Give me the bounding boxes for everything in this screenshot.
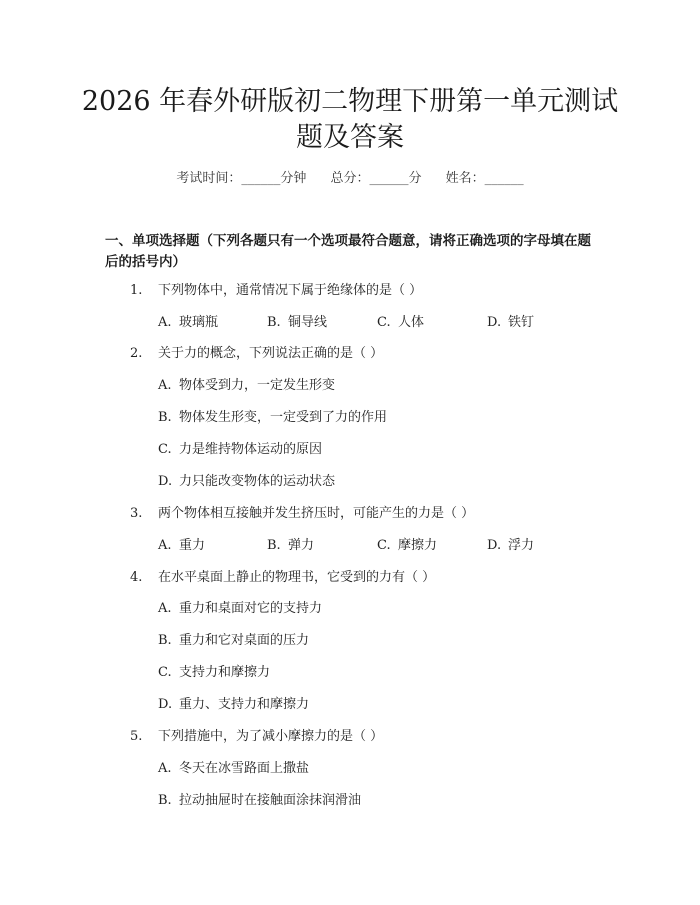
option-text: 力是维持物体运动的原因 (179, 442, 323, 457)
option-5b (158, 792, 361, 810)
option-2a (158, 377, 335, 395)
option-letter: A. (158, 315, 172, 330)
document-title-line-1: 2026 年春外研版初二物理下册第一单元测试 (81, 86, 619, 117)
question-5 (130, 728, 383, 746)
option-2d (158, 473, 335, 491)
option-text: 铜导线 (288, 315, 328, 330)
exam-student-name: 姓名：______ (445, 171, 524, 186)
question-3 (130, 505, 474, 523)
question-number: 1. (130, 283, 143, 298)
option-text: 拉动抽屉时在接触面涂抹润滑油 (179, 793, 362, 808)
question-number: 2. (130, 346, 143, 361)
question-text: 在水平桌面上静止的物理书，它受到的力有（ ） (158, 570, 436, 585)
question-text: 下列措施中，为了减小摩擦力的是（ ） (158, 729, 384, 744)
option-letter: A. (158, 601, 172, 616)
option-3d (487, 537, 534, 555)
option-letter: B. (267, 538, 281, 553)
exam-time: 考试时间：______分钟 (176, 171, 307, 186)
option-text: 弹力 (288, 538, 315, 553)
option-5a (158, 760, 309, 778)
option-letter: A. (158, 378, 172, 393)
option-1d (487, 314, 534, 332)
option-letter: B. (158, 410, 172, 425)
section-heading: 一、单项选择题（下列各题只有一个选项最符合题意，请将正确选项的字母填在题后的括号内） (105, 233, 591, 270)
option-letter: C. (377, 538, 391, 553)
option-4a (158, 600, 322, 618)
option-text: 重力和桌面对它的支持力 (179, 601, 323, 616)
option-letter: D. (487, 315, 502, 330)
exam-total-score: 总分：______分 (330, 171, 422, 186)
option-3a (158, 537, 205, 555)
option-2b (158, 409, 387, 427)
option-text: 玻璃瓶 (179, 315, 219, 330)
option-4d (158, 696, 309, 714)
option-3c (377, 537, 437, 555)
option-1a (158, 314, 218, 332)
question-text: 关于力的概念，下列说法正确的是（ ） (158, 346, 384, 361)
question-number: 5. (130, 729, 143, 744)
option-text: 摩擦力 (398, 538, 438, 553)
option-text: 人体 (398, 315, 425, 330)
option-letter: D. (487, 538, 502, 553)
option-text: 重力和它对桌面的压力 (179, 633, 310, 648)
option-text: 冬天在冰雪路面上撒盐 (179, 761, 310, 776)
question-text: 两个物体相互接触并发生挤压时，可能产生的力是（ ） (158, 506, 475, 521)
option-letter: D. (158, 474, 173, 489)
option-text: 支持力和摩擦力 (179, 665, 271, 680)
option-1c (377, 314, 424, 332)
option-text: 浮力 (508, 538, 535, 553)
option-letter: B. (267, 315, 281, 330)
question-number: 3. (130, 506, 143, 521)
option-text: 重力 (179, 538, 206, 553)
option-1b (267, 314, 327, 332)
question-2 (130, 345, 383, 363)
option-text: 物体受到力，一定发生形变 (179, 378, 336, 393)
question-4 (130, 569, 435, 587)
option-letter: B. (158, 793, 172, 808)
option-text: 力只能改变物体的运动状态 (179, 474, 336, 489)
option-4b (158, 632, 309, 650)
option-letter: C. (377, 315, 391, 330)
option-letter: A. (158, 538, 172, 553)
option-text: 重力、支持力和摩擦力 (179, 697, 310, 712)
question-number: 4. (130, 570, 143, 585)
exam-info (0, 170, 700, 188)
question-1 (130, 282, 422, 300)
document-title-line-2: 题及答案 (296, 122, 404, 153)
option-letter: A. (158, 761, 172, 776)
option-letter: D. (158, 697, 173, 712)
option-text: 物体发生形变，一定受到了力的作用 (179, 410, 388, 425)
option-2c (158, 441, 322, 459)
question-text: 下列物体中，通常情况下属于绝缘体的是（ ） (158, 283, 423, 298)
option-letter: B. (158, 633, 172, 648)
option-3b (267, 537, 314, 555)
option-text: 铁钉 (508, 315, 535, 330)
option-letter: C. (158, 665, 172, 680)
option-4c (158, 664, 270, 682)
option-letter: C. (158, 442, 172, 457)
